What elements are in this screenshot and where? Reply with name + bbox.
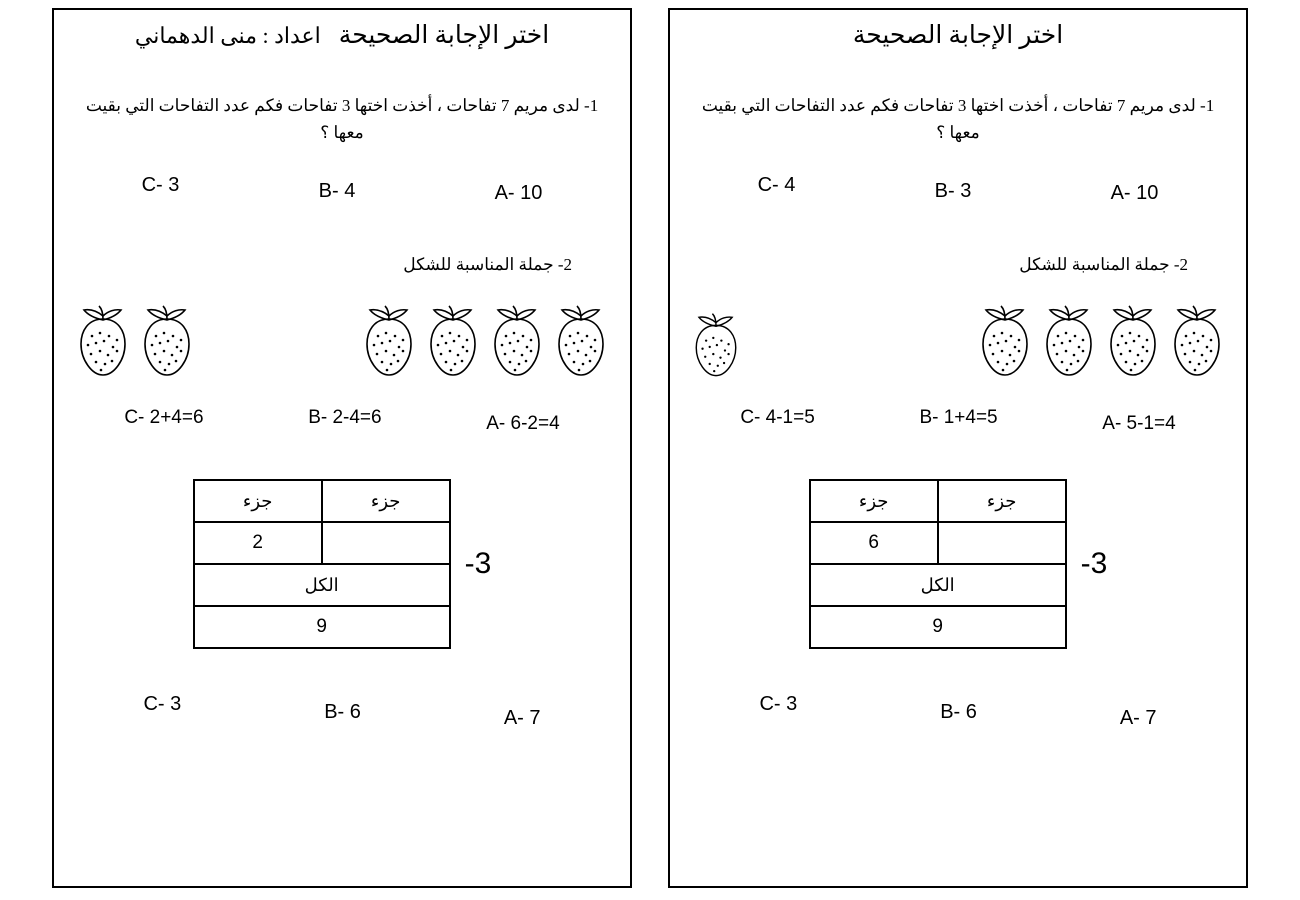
choice-b[interactable]: B- 2-4=6: [308, 407, 382, 429]
choice-a[interactable]: A- 7: [1119, 707, 1157, 730]
table-row: [810, 480, 1066, 522]
table-row: [810, 522, 1066, 564]
question-1-text: 1- لدى مريم 7 تفاحات ، أخذت اختها 3 تفاحات فكم عدد التفاحات التي بقيت معها ؟: [85, 96, 599, 143]
question-2-label: 2- جملة المناسبة للشكل: [1019, 255, 1188, 275]
question-1-choices: [688, 174, 1228, 205]
choice-c[interactable]: C- 3: [143, 693, 182, 716]
whole-value: 9: [194, 606, 450, 648]
table-row: [194, 606, 450, 648]
worksheet-title: اختر الإجابة الصحيحة: [852, 22, 1064, 49]
question-2-choices: [688, 407, 1228, 435]
berry-group-left: [72, 303, 198, 381]
part-part-whole-table: [809, 479, 1067, 649]
part-label-left: جزء: [810, 480, 938, 522]
choice-a[interactable]: A- 5-1=4: [1102, 413, 1176, 435]
question-3-number: 3-: [464, 547, 492, 581]
worksheet-left: [668, 8, 1248, 888]
whole-label: الكل: [810, 564, 1066, 606]
strawberry-icon: [486, 303, 548, 381]
strawberry-icon: [358, 303, 420, 381]
choice-c[interactable]: C- 3: [141, 174, 180, 197]
part-value-left: 2: [194, 522, 322, 564]
table-row: [194, 480, 450, 522]
choice-b[interactable]: B- 4: [318, 180, 356, 203]
part-label-right: جزء: [322, 480, 450, 522]
question-3-number: 3-: [1080, 547, 1108, 581]
choice-b[interactable]: B- 1+4=5: [919, 407, 998, 429]
strawberry-icon: [550, 303, 612, 381]
question-2-label: 2- جملة المناسبة للشكل: [403, 255, 572, 275]
question-2: [670, 255, 1246, 435]
question-2-choices: [72, 407, 612, 435]
choice-a[interactable]: A- 10: [494, 182, 543, 205]
choice-c[interactable]: C- 4: [757, 174, 796, 197]
choice-c[interactable]: C- 3: [759, 693, 798, 716]
part-label-left: جزء: [194, 480, 322, 522]
part-part-whole-table: [193, 479, 451, 649]
question-3: [54, 479, 630, 730]
question-3-figure: [688, 479, 1228, 649]
part-value-right[interactable]: [322, 522, 450, 564]
worksheet-header: [54, 10, 630, 50]
strawberry-icon: [422, 303, 484, 381]
question-3-figure: [72, 479, 612, 649]
question-1-text: 1- لدى مريم 7 تفاحات ، أخذت اختها 3 تفاحات فكم عدد التفاحات التي بقيت معها ؟: [701, 96, 1215, 143]
part-label-right: جزء: [938, 480, 1066, 522]
choice-b[interactable]: B- 6: [940, 701, 977, 724]
question-2-figure: [72, 289, 612, 381]
question-1: [670, 92, 1246, 203]
choice-a[interactable]: A- 10: [1110, 182, 1159, 205]
worksheet-header: [670, 10, 1246, 50]
question-1-choices: [72, 174, 612, 205]
choice-c[interactable]: C- 2+4=6: [124, 407, 204, 429]
strawberry-icon: [688, 311, 744, 381]
strawberry-icon: [136, 303, 198, 381]
choice-a[interactable]: A- 7: [503, 707, 541, 730]
choice-b[interactable]: B- 3: [934, 180, 972, 203]
berry-group-right: [358, 303, 612, 381]
berry-group-right: [974, 303, 1228, 381]
part-value-left: 6: [810, 522, 938, 564]
strawberry-icon: [1038, 303, 1100, 381]
question-3-choices: [688, 693, 1228, 730]
strawberry-icon: [974, 303, 1036, 381]
table-row: [194, 522, 450, 564]
choice-a[interactable]: A- 6-2=4: [486, 413, 560, 435]
question-2-figure: [688, 289, 1228, 381]
table-row: [810, 606, 1066, 648]
table-row: [194, 564, 450, 606]
choice-b[interactable]: B- 6: [324, 701, 361, 724]
question-2: [54, 255, 630, 435]
question-3: [670, 479, 1246, 730]
strawberry-icon: [1102, 303, 1164, 381]
strawberry-icon: [1166, 303, 1228, 381]
berry-group-left: [688, 311, 744, 381]
worksheet-right: [52, 8, 632, 888]
question-1: [54, 92, 630, 203]
worksheet-title: اختر الإجابة الصحيحة: [338, 22, 550, 49]
part-value-right[interactable]: [938, 522, 1066, 564]
strawberry-icon: [72, 303, 134, 381]
table-row: [810, 564, 1066, 606]
question-3-choices: [72, 693, 612, 730]
worksheet-author: اعداد : منى الدهماني: [134, 23, 321, 48]
choice-c[interactable]: C- 4-1=5: [740, 407, 815, 429]
whole-value: 9: [810, 606, 1066, 648]
whole-label: الكل: [194, 564, 450, 606]
